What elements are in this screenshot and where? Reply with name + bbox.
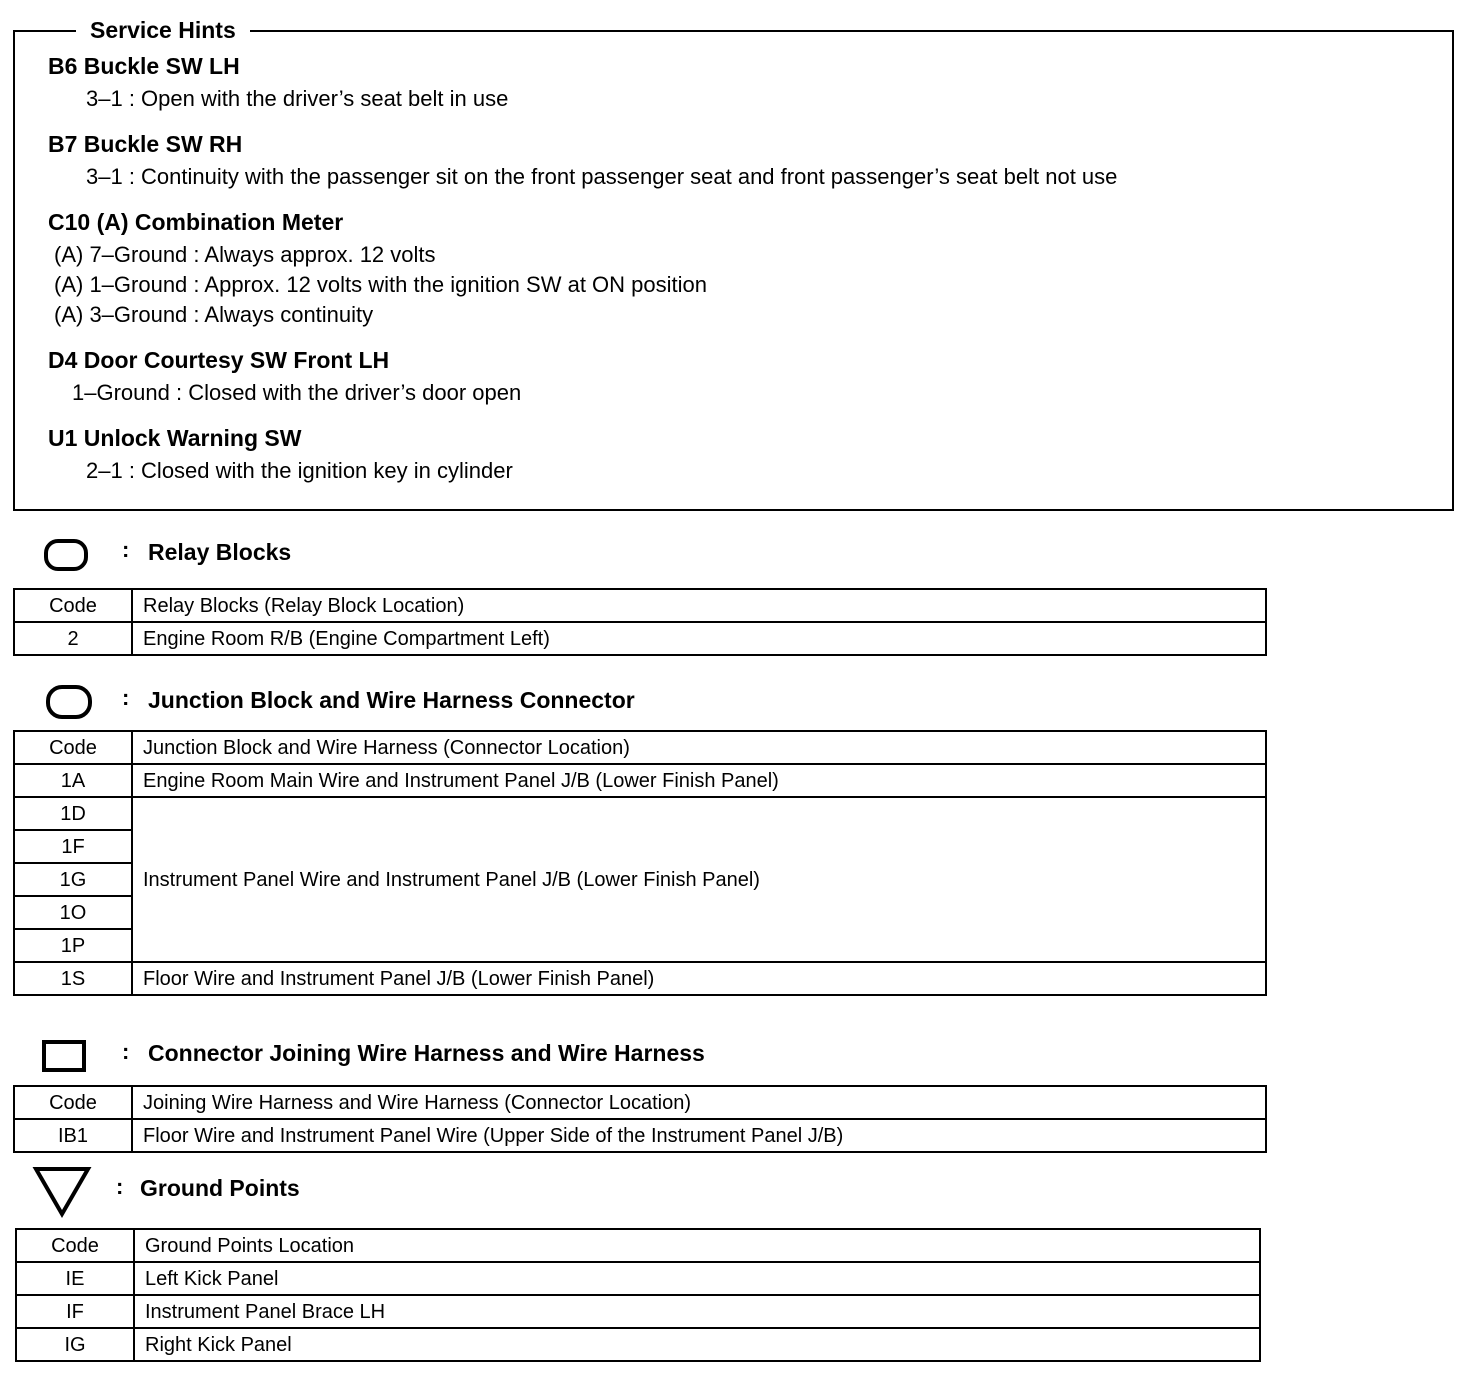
header-desc: Junction Block and Wire Harness (Connector Location) [132,731,1266,764]
row-code: IF [16,1295,134,1328]
header-desc: Ground Points Location [134,1229,1260,1262]
connector-joining-title: Connector Joining Wire Harness and Wire Harness [148,1040,705,1066]
row-desc: Engine Room Main Wire and Instrument Panel J/B (Lower Finish Panel) [132,764,1266,797]
header-code: Code [14,589,132,622]
hint-heading-u1: U1 Unlock Warning SW [48,425,302,451]
service-hints-title: Service Hints [76,15,250,45]
table-row [14,797,1266,830]
row-code: 2 [14,622,132,655]
row-desc: Left Kick Panel [134,1262,1260,1295]
row-code: 1G [14,863,132,896]
ground-point-triangle-icon [32,1166,92,1218]
header-desc: Relay Blocks (Relay Block Location) [132,589,1266,622]
header-code: Code [14,1086,132,1119]
row-code: 1A [14,764,132,797]
row-code: 1F [14,830,132,863]
row-code: 1D [14,797,132,830]
header-desc: Joining Wire Harness and Wire Harness (Connector Location) [132,1086,1266,1119]
row-desc: Floor Wire and Instrument Panel J/B (Lower Finish Panel) [132,962,1266,995]
table-header-row [16,1229,1260,1262]
ground-points-title: Ground Points [140,1175,300,1201]
row-code: 1O [14,896,132,929]
junction-block-symbol-icon [46,685,92,719]
connector-joining-symbol-icon [42,1040,86,1072]
relay-blocks-title: Relay Blocks [148,539,292,565]
table-row [14,1119,1266,1152]
hint-heading-c10: C10 (A) Combination Meter [48,209,344,235]
header-code: Code [14,731,132,764]
hint-line: 3–1 : Continuity with the passenger sit on the front passenger seat and front passenger’s seat belt not use [86,164,1118,189]
hint-line: (A) 1–Ground : Approx. 12 volts with the ignition SW at ON position [54,272,707,297]
row-desc-merged: Instrument Panel Wire and Instrument Panel J/B (Lower Finish Panel) [132,797,1266,962]
colon: : [116,1174,124,1199]
table-header-row [14,589,1266,622]
row-code: IG [16,1328,134,1361]
hint-line: (A) 3–Ground : Always continuity [54,302,374,327]
colon: : [122,537,130,562]
row-desc: Right Kick Panel [134,1328,1260,1361]
hint-line: 2–1 : Closed with the ignition key in cylinder [86,458,513,483]
table-row [14,622,1266,655]
row-desc: Instrument Panel Brace LH [134,1295,1260,1328]
hint-heading-d4: D4 Door Courtesy SW Front LH [48,347,390,373]
row-code: IE [16,1262,134,1295]
junction-block-title: Junction Block and Wire Harness Connector [148,687,635,713]
header-code: Code [16,1229,134,1262]
row-desc: Floor Wire and Instrument Panel Wire (Upper Side of the Instrument Panel J/B) [132,1119,1266,1152]
row-desc: Engine Room R/B (Engine Compartment Left) [132,622,1266,655]
hint-line: (A) 7–Ground : Always approx. 12 volts [54,242,436,267]
table-header-row [14,731,1266,764]
relay-block-symbol-icon [44,539,88,571]
table-header-row [14,1086,1266,1119]
hint-heading-b6: B6 Buckle SW LH [48,53,240,79]
table-row [14,962,1266,995]
hint-line: 1–Ground : Closed with the driver’s door open [72,380,522,405]
table-row [16,1328,1260,1361]
row-code: IB1 [14,1119,132,1152]
table-row [16,1262,1260,1295]
relay-blocks-table [13,588,1267,656]
colon: : [122,1039,130,1064]
ground-points-table [15,1228,1261,1362]
colon: : [122,685,130,710]
junction-block-table [13,730,1267,996]
table-row [14,764,1266,797]
connector-joining-table [13,1085,1267,1153]
table-row [16,1295,1260,1328]
hint-line: 3–1 : Open with the driver’s seat belt in use [86,86,509,111]
hint-heading-b7: B7 Buckle SW RH [48,131,243,157]
row-code: 1S [14,962,132,995]
row-code: 1P [14,929,132,962]
